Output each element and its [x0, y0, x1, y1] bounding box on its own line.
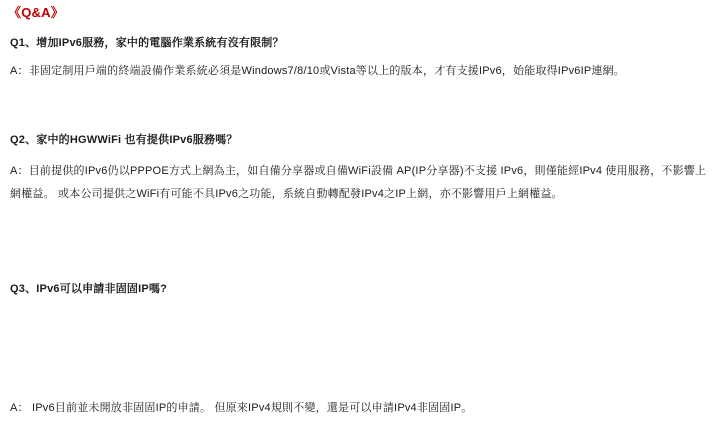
question-3: Q3、IPv6可以申請非固固IP嗎? — [10, 283, 168, 295]
answer-1: A：非固定制用戶端的終端設備作業系統必須是Windows7/8/10或Vista等以上的版本，才有支援IPv6，始能取得IPv6IP連網。 — [10, 65, 626, 77]
question-1: Q1、增加IPv6服務，家中的電腦作業系統有沒有限制？ — [10, 37, 284, 49]
question-2: Q2、家中的HGWWiFi 也有提供IPv6服務嗎？ — [10, 134, 238, 146]
page-title: 《Q&A》 — [8, 5, 64, 20]
answer-3: A： IPv6目前並未開放非固固IP的申請。 但原來IPv4規則不變，還是可以申請IPv4非固固IP。 — [10, 402, 473, 414]
answer-2: A：目前提供的IPv6仍以PPPOE方式上網為主，如自備分享器或自備WiFi設備 AP(IP分享器)不支援 IPv6，則僅能經IPv4 使用服務，不影響上網權益。 或本公司提供之WiFi有可能不具IPv6之功能，系統自動轉配發IPv4之IP上網，亦不影響用戶上網權益。 — [10, 165, 707, 200]
